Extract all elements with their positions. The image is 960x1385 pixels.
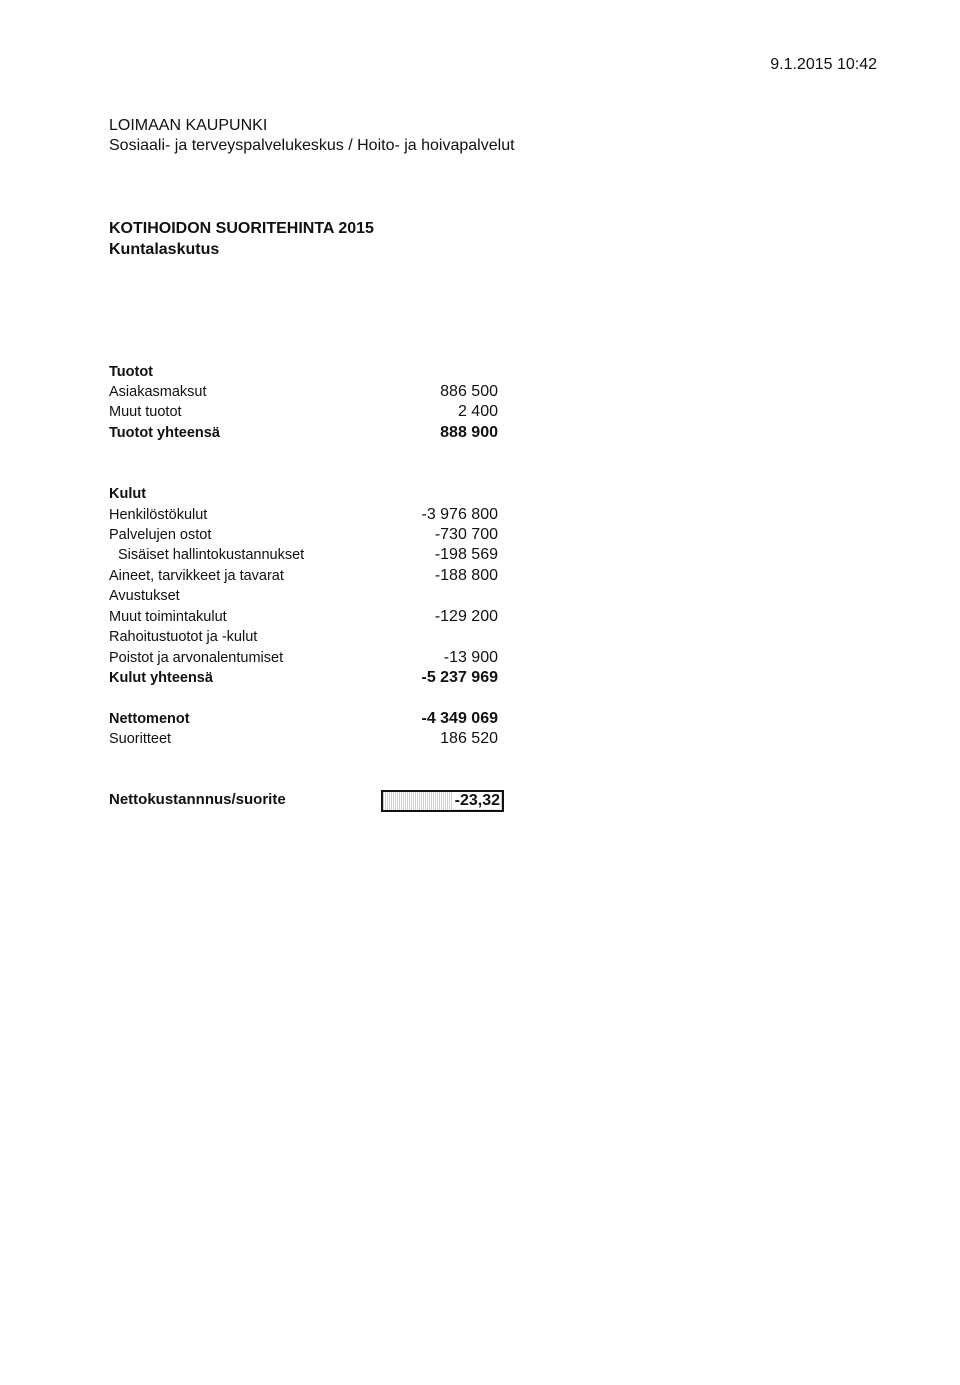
expense-row-label: Henkilöstökulut (109, 507, 208, 523)
income-row (109, 402, 498, 422)
expense-row-label: Muut toimintakulut (109, 609, 227, 625)
expenses-total-value: -5 237 969 (421, 669, 498, 686)
organization-header (109, 116, 515, 156)
net-expenses-row (109, 709, 498, 729)
expense-row-label: Avustukset (109, 588, 180, 604)
expense-row-value: -129 200 (434, 608, 498, 625)
net-expenses-value: -4 349 069 (421, 710, 498, 727)
performances-value: 186 520 (440, 730, 498, 747)
expense-row-label: Palvelujen ostot (109, 527, 212, 543)
income-row-label: Muut tuotot (109, 404, 182, 420)
performances-row (109, 729, 498, 749)
expenses-total-row (109, 668, 498, 688)
income-row-value: 2 400 (457, 403, 498, 420)
expense-row (109, 525, 498, 545)
expense-row (109, 648, 498, 668)
print-timestamp: 9.1.2015 10:42 (770, 56, 877, 73)
income-total-value: 888 900 (440, 424, 498, 441)
expense-row (109, 505, 498, 525)
income-heading-label: Tuotot (109, 364, 154, 380)
expense-row (109, 586, 498, 606)
income-row-label: Asiakasmaksut (109, 384, 207, 400)
expense-row (109, 627, 498, 647)
organization-name: LOIMAAN KAUPUNKI (109, 117, 268, 134)
expense-row-value: -198 569 (434, 546, 498, 563)
expense-row-label: Sisäiset hallintokustannukset (118, 547, 305, 563)
expense-row (109, 566, 498, 586)
expenses-total-label: Kulut yhteensä (109, 670, 213, 686)
expense-row-label: Aineet, tarvikkeet ja tavarat (109, 568, 284, 584)
expenses-heading-label: Kulut (109, 486, 147, 502)
performances-label: Suoritteet (109, 731, 172, 747)
income-total-row (109, 423, 498, 443)
expense-row-label: Rahoitustuotot ja -kulut (109, 629, 258, 645)
document-title: KOTIHOIDON SUORITEHINTA 2015 (109, 220, 374, 237)
document-title-block (109, 218, 374, 260)
income-heading (109, 362, 498, 382)
net-cost-per-performance-box (381, 790, 504, 812)
expense-row-value: -13 900 (443, 649, 498, 666)
expense-row-value: -3 976 800 (421, 506, 498, 523)
expense-row-label: Poistot ja arvonalentumiset (109, 650, 284, 666)
income-row (109, 382, 498, 402)
document-subtitle: Kuntalaskutus (109, 241, 220, 258)
expense-row (109, 545, 498, 565)
net-cost-per-performance-label: Nettokustannnus/suorite (109, 791, 286, 808)
unit-name: Sosiaali- ja terveyspalvelukeskus / Hoito- ja hoivapalvelut (109, 137, 515, 154)
expenses-heading (109, 484, 498, 504)
expense-row (109, 607, 498, 627)
net-expenses-label: Nettomenot (109, 711, 190, 727)
expense-row-value: -730 700 (434, 526, 498, 543)
income-row-value: 886 500 (440, 383, 498, 400)
expense-row-value: -188 800 (434, 567, 498, 584)
income-total-label: Tuotot yhteensä (109, 425, 220, 441)
net-cost-per-performance-value: -23,32 (454, 792, 500, 809)
